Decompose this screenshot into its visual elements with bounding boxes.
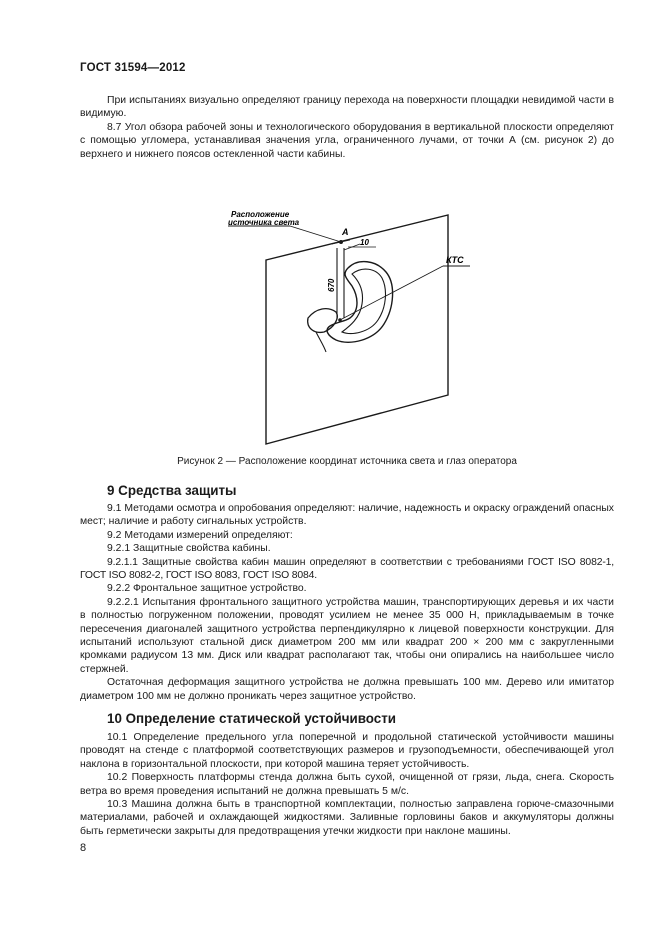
section-9-body — [80, 502, 614, 703]
section-10-paragraph-2: 10.2 Поверхность платформы стенда должна быть сухой, очищенной от грязи, льда, снега. Скорость ветра во время проведения испытаний не должна превышать 5 м/с. — [80, 772, 614, 797]
section-9-paragraph-4: 9.2.1.1 Защитные свойства кабин машин определяют в соответствии с требованиями ГОСТ ISO 8082-1, ГОСТ ISO 8082-2, ГОСТ ISO 8083, ГОСТ ISO 8084. — [80, 556, 614, 582]
section-9-paragraph-5: 9.2.2 Фронтальное защитное устройство. — [107, 583, 307, 595]
section-10-paragraph-1: 10.1 Определение предельного угла поперечной и продольной статической устойчивости машины проводят на стенде с платформой соответствующих размеров и грузоподъемности, обеспечивающей угол наклона в горизонтальной плоскости, при которой машина теряет устойчивость. — [80, 732, 614, 770]
seat-cushion-outline — [308, 309, 338, 333]
source-leader-line — [290, 226, 341, 242]
label-10: 10 — [360, 238, 369, 247]
section-9-paragraph-6: 9.2.2.1 Испытания фронтального защитного устройства машин, транспортирующих деревья и их части в полностью погруженном положении, проводят усилием не менее 35 000 Н, прикладываемым в точке пересечения диагоналей защитного устройства перпендикулярно к лицевой поверхности конструкции. Для испытаний используют стальной диск диаметром 200 мм или квадрат 200 × 200 мм с закругленными кромками радиусом 13 мм. Диск или квадрат располагают так, чтобы они опирались на наибольшее число стержней. — [80, 596, 614, 675]
figure-drawing — [200, 200, 490, 450]
intro-paragraph-2: 8.7 Угол обзора рабочей зоны и технологического оборудования в вертикальной плоскости определяют с помощью угломера, устанавливая значения угла, ограниченного лучами, от точки А (см. рисунок 2) до верхнего и нижнего поясов остекленной части кабины. — [80, 121, 614, 160]
intro-text — [80, 94, 614, 161]
figure-caption: Рисунок 2 — Расположение координат источника света и глаз оператора — [177, 456, 517, 467]
section-9-title: 9 Средства защиты — [107, 483, 237, 498]
seat-outline-inner — [342, 269, 385, 333]
page-number: 8 — [80, 842, 87, 854]
panel-outline — [266, 215, 448, 444]
source-label-line1: Расположение — [231, 210, 290, 219]
section-10-paragraph-3: 10.3 Машина должна быть в транспортной комплектации, полностью заправлена горюче-смазочными материалами, рабочей и охлаждающей жидкостями. Заливные горловины баков и аккумуляторы должны быть герметически закрыты для предотвращения утечки жидкости при наклоне машины. — [80, 799, 614, 837]
intro-paragraph-1: При испытаниях визуально определяют границу перехода на поверхности площадки невидимой части в видимую. — [80, 95, 614, 120]
label-ktc: КТС — [446, 255, 464, 265]
section-9-paragraph-1: 9.1 Методами осмотра и опробования определяют: наличие, надежность и окраску ограждений опасных мест; наличие и работу сигнальных устройств. — [80, 503, 614, 528]
section-10-body — [80, 731, 614, 838]
section-9-paragraph-2: 9.2 Методами измерений определяют: — [107, 529, 293, 541]
figure-2 — [200, 200, 490, 450]
document-header: ГОСТ 31594—2012 — [80, 62, 186, 74]
section-10-title: 10 Определение статической устойчивости — [107, 711, 397, 726]
label-a: А — [342, 227, 349, 237]
seat-base-line — [316, 332, 326, 352]
source-label-line2: источника света — [228, 218, 300, 227]
label-670: 670 — [327, 278, 336, 292]
section-9-paragraph-7: Остаточная деформация защитного устройства не должна превышать 100 мм. Дерево или имитатор диаметром 100 мм не должно проникать через защитное устройство. — [80, 677, 614, 702]
section-9-paragraph-3: 9.2.1 Защитные свойства кабины. — [107, 543, 271, 555]
